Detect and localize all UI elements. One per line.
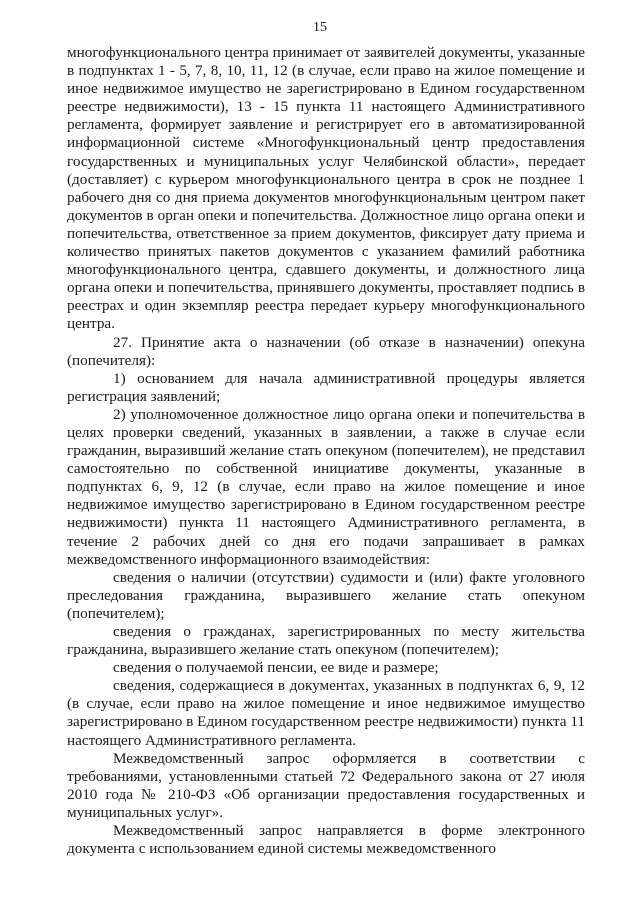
paragraph: 27. Принятие акта о назначении (об отказе в назначении) опекуна (попечителя): [67, 333, 585, 369]
paragraph: сведения о наличии (отсутствии) судимости и (или) факте уголовного преследования гражданина, выразившего желание стать опекуном (попечителем); [67, 568, 585, 622]
paragraph: сведения о гражданах, зарегистрированных по месту жительства гражданина, выразившего желание стать опекуном (попечителем); [67, 623, 585, 659]
paragraph: Межведомственный запрос направляется в форме электронного документа с использованием единой системы межведомственного [67, 822, 585, 858]
paragraph: 1) основанием для начала административной процедуры является регистрация заявлений; [67, 369, 585, 405]
paragraph: Межведомственный запрос оформляется в соответствии с требованиями, установленными статьей 72 Федерального закона от 27 июля 2010 года № 210-ФЗ «Об организации предоставления государственных и муниципальных услуг». [67, 749, 585, 821]
page-number: 15 [313, 20, 327, 35]
paragraph: сведения, содержащиеся в документах, указанных в подпунктах 6, 9, 12 (в случае, если право на жилое помещение и иное недвижимое имущество зарегистрировано в Едином государственном реестре недвижимости) пункта 11 настоящего Административного регламента. [67, 677, 585, 749]
paragraph: многофункционального центра принимает от заявителей документы, указанные в подпунктах 1 - 5, 7, 8, 10, 11, 12 (в случае, если право на жилое помещение и иное недвижимое имущество не зарегистрировано в Едином государственном реестре недвижимости), 13 - 15 пункта 11 настоящего Административного регламента, формирует заявление и регистрирует его в автоматизированной информационной системе «Многофункциональный центр предоставления государственных и муниципальных услуг Челябинской области», передает (доставляет) с курьером многофункционального центра в срок не позднее 1 рабочего дня со дня приема документов многофункциональным центром пакет документов в орган опеки и попечительства. Должностное лицо органа опеки и попечительства, ответственное за прием документов, фиксирует дату приема и количество принятых пакетов документов с указанием фамилий работника многофункционального центра, сдавшего документы, и должностного лица органа опеки и попечительства, принявшего документы, проставляет подпись в реестрах и один экземпляр реестра передает курьеру многофункционального центра. [67, 44, 585, 333]
paragraph: сведения о получаемой пенсии, ее виде и размере; [113, 659, 439, 677]
document-body [67, 44, 585, 858]
paragraph: 2) уполномоченное должностное лицо органа опеки и попечительства в целях проверки сведений, указанных в заявлении, а также в случае если гражданин, выразивший желание стать опекуном (попечителем), не представил самостоятельно по собственной инициативе документы, указанные в подпунктах 6, 9, 12 (в случае, если право на жилое помещение и иное недвижимое имущество зарегистрировано в Едином государственном реестре недвижимости) пункта 11 настоящего Административного регламента, в течение 2 рабочих дней со дня его подачи запрашивает в рамках межведомственного информационного взаимодействия: [67, 405, 585, 568]
